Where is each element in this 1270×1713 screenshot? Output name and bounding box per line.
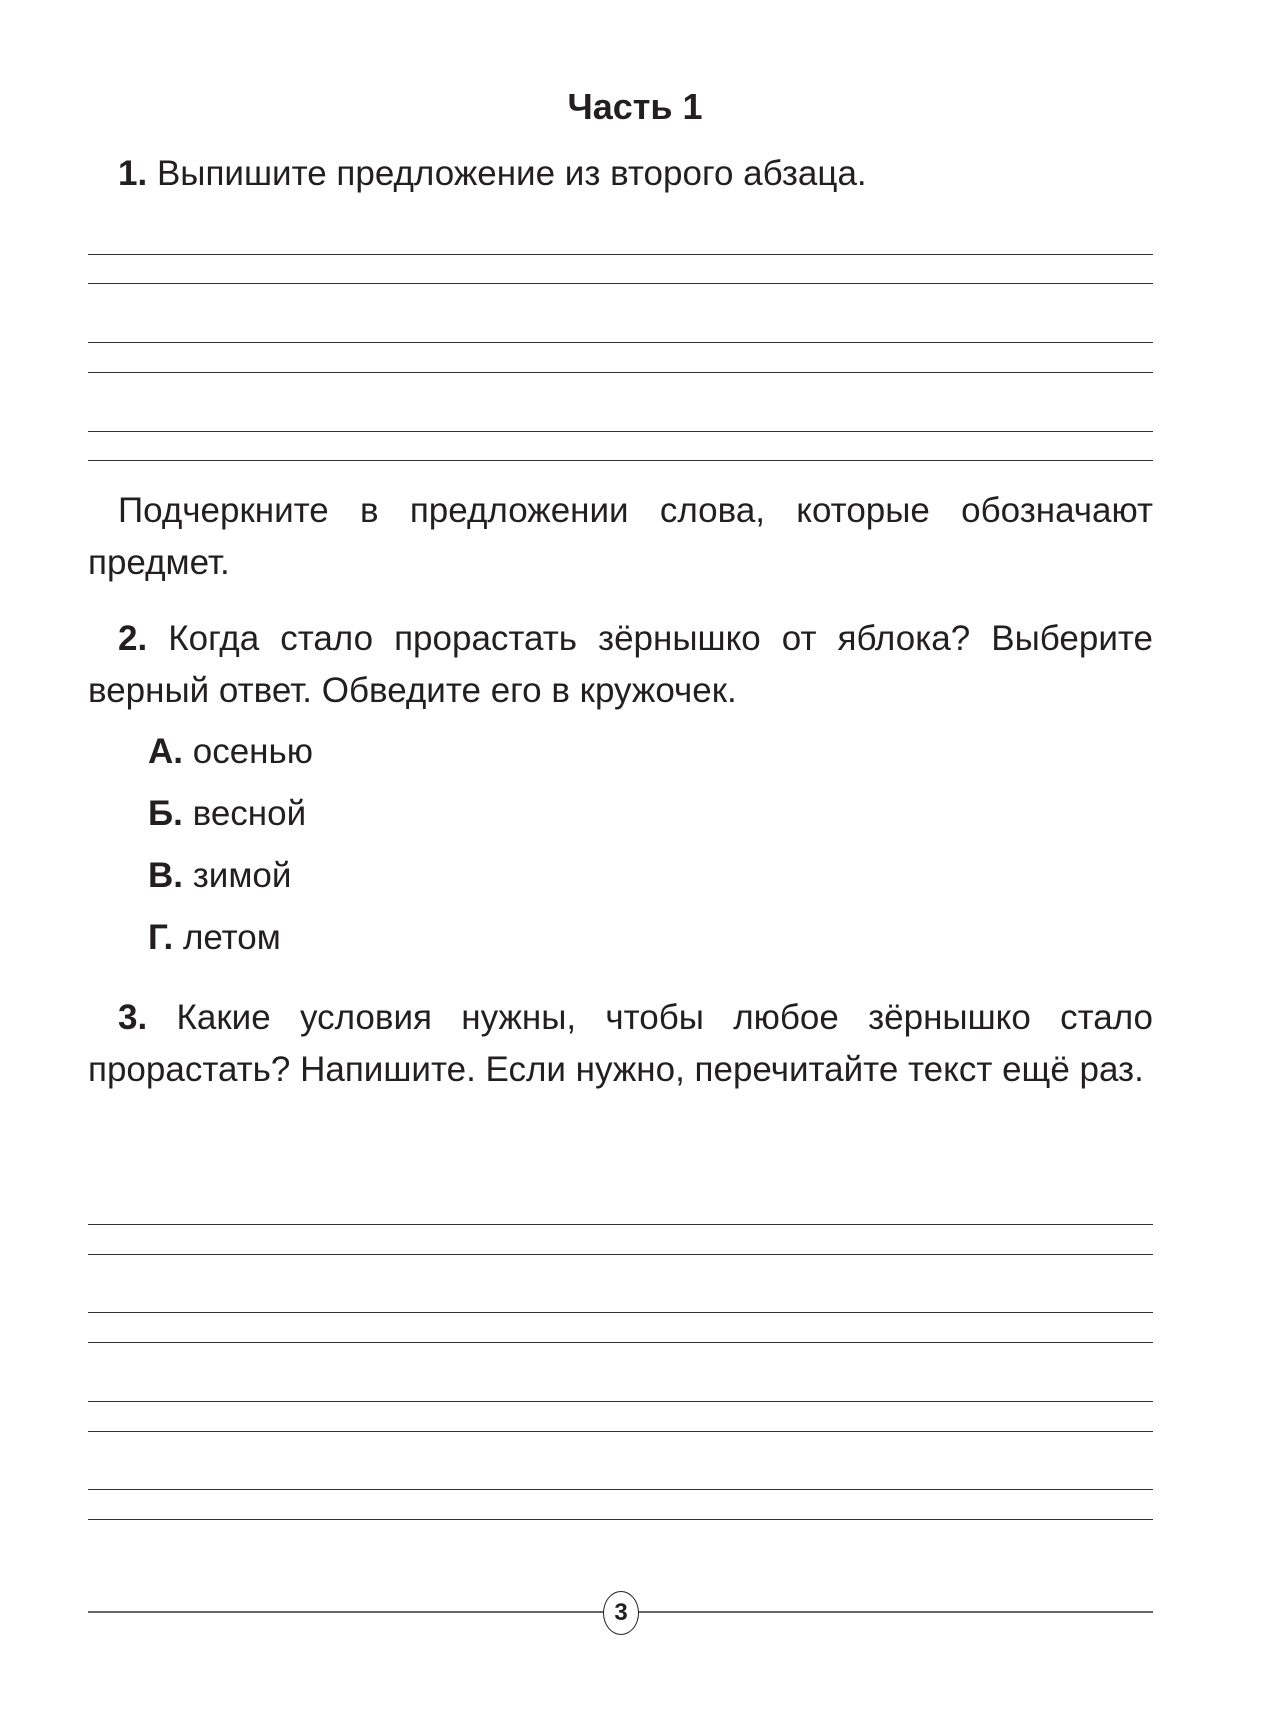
question-text: Когда стало прорастать зёрнышко от яблока? Выберите верный ответ. Обведите его в кружочек. [88, 619, 1153, 710]
question-number: 1. [118, 154, 148, 193]
option-text: зимой [192, 856, 292, 895]
answer-line[interactable] [88, 1519, 1153, 1520]
section-title: Часть 1 [567, 86, 703, 127]
answer-line[interactable] [88, 1401, 1153, 1402]
question-number: 2. [118, 619, 148, 658]
answer-line[interactable] [88, 1224, 1153, 1225]
answer-line[interactable] [88, 254, 1153, 255]
option-letter: В. [148, 856, 183, 895]
question-1 [88, 148, 1153, 200]
answer-line[interactable] [88, 342, 1153, 343]
option-text: осенью [192, 732, 313, 771]
answer-option-b[interactable] [148, 794, 306, 834]
question-1-followup: Подчеркните в предложении слова, которые обозначают предмет. [88, 491, 1153, 582]
answer-line[interactable] [88, 460, 1153, 461]
option-letter: Г. [148, 918, 174, 957]
answer-line[interactable] [88, 283, 1153, 284]
option-text: летом [182, 918, 281, 957]
question-3 [88, 992, 1153, 1096]
answer-line[interactable] [88, 1254, 1153, 1255]
question-number: 3. [118, 998, 148, 1037]
answer-line[interactable] [88, 372, 1153, 373]
answer-option-a[interactable] [148, 732, 313, 772]
answer-option-v[interactable] [148, 856, 291, 896]
option-text: весной [192, 794, 307, 833]
answer-line[interactable] [88, 431, 1153, 432]
question-text: Какие условия нужны, чтобы любое зёрнышко стало прорастать? Напишите. Если нужно, перечитайте текст ещё раз. [88, 998, 1154, 1089]
question-2 [88, 613, 1153, 717]
answer-option-g[interactable] [148, 918, 281, 958]
question-text: Выпишите предложение из второго абзаца. [156, 154, 867, 193]
answer-line[interactable] [88, 1342, 1153, 1343]
option-letter: А. [148, 732, 183, 771]
answer-line[interactable] [88, 1312, 1153, 1313]
page-number: 3 [603, 1591, 639, 1635]
answer-line[interactable] [88, 1489, 1153, 1490]
answer-line[interactable] [88, 1431, 1153, 1432]
option-letter: Б. [148, 794, 183, 833]
